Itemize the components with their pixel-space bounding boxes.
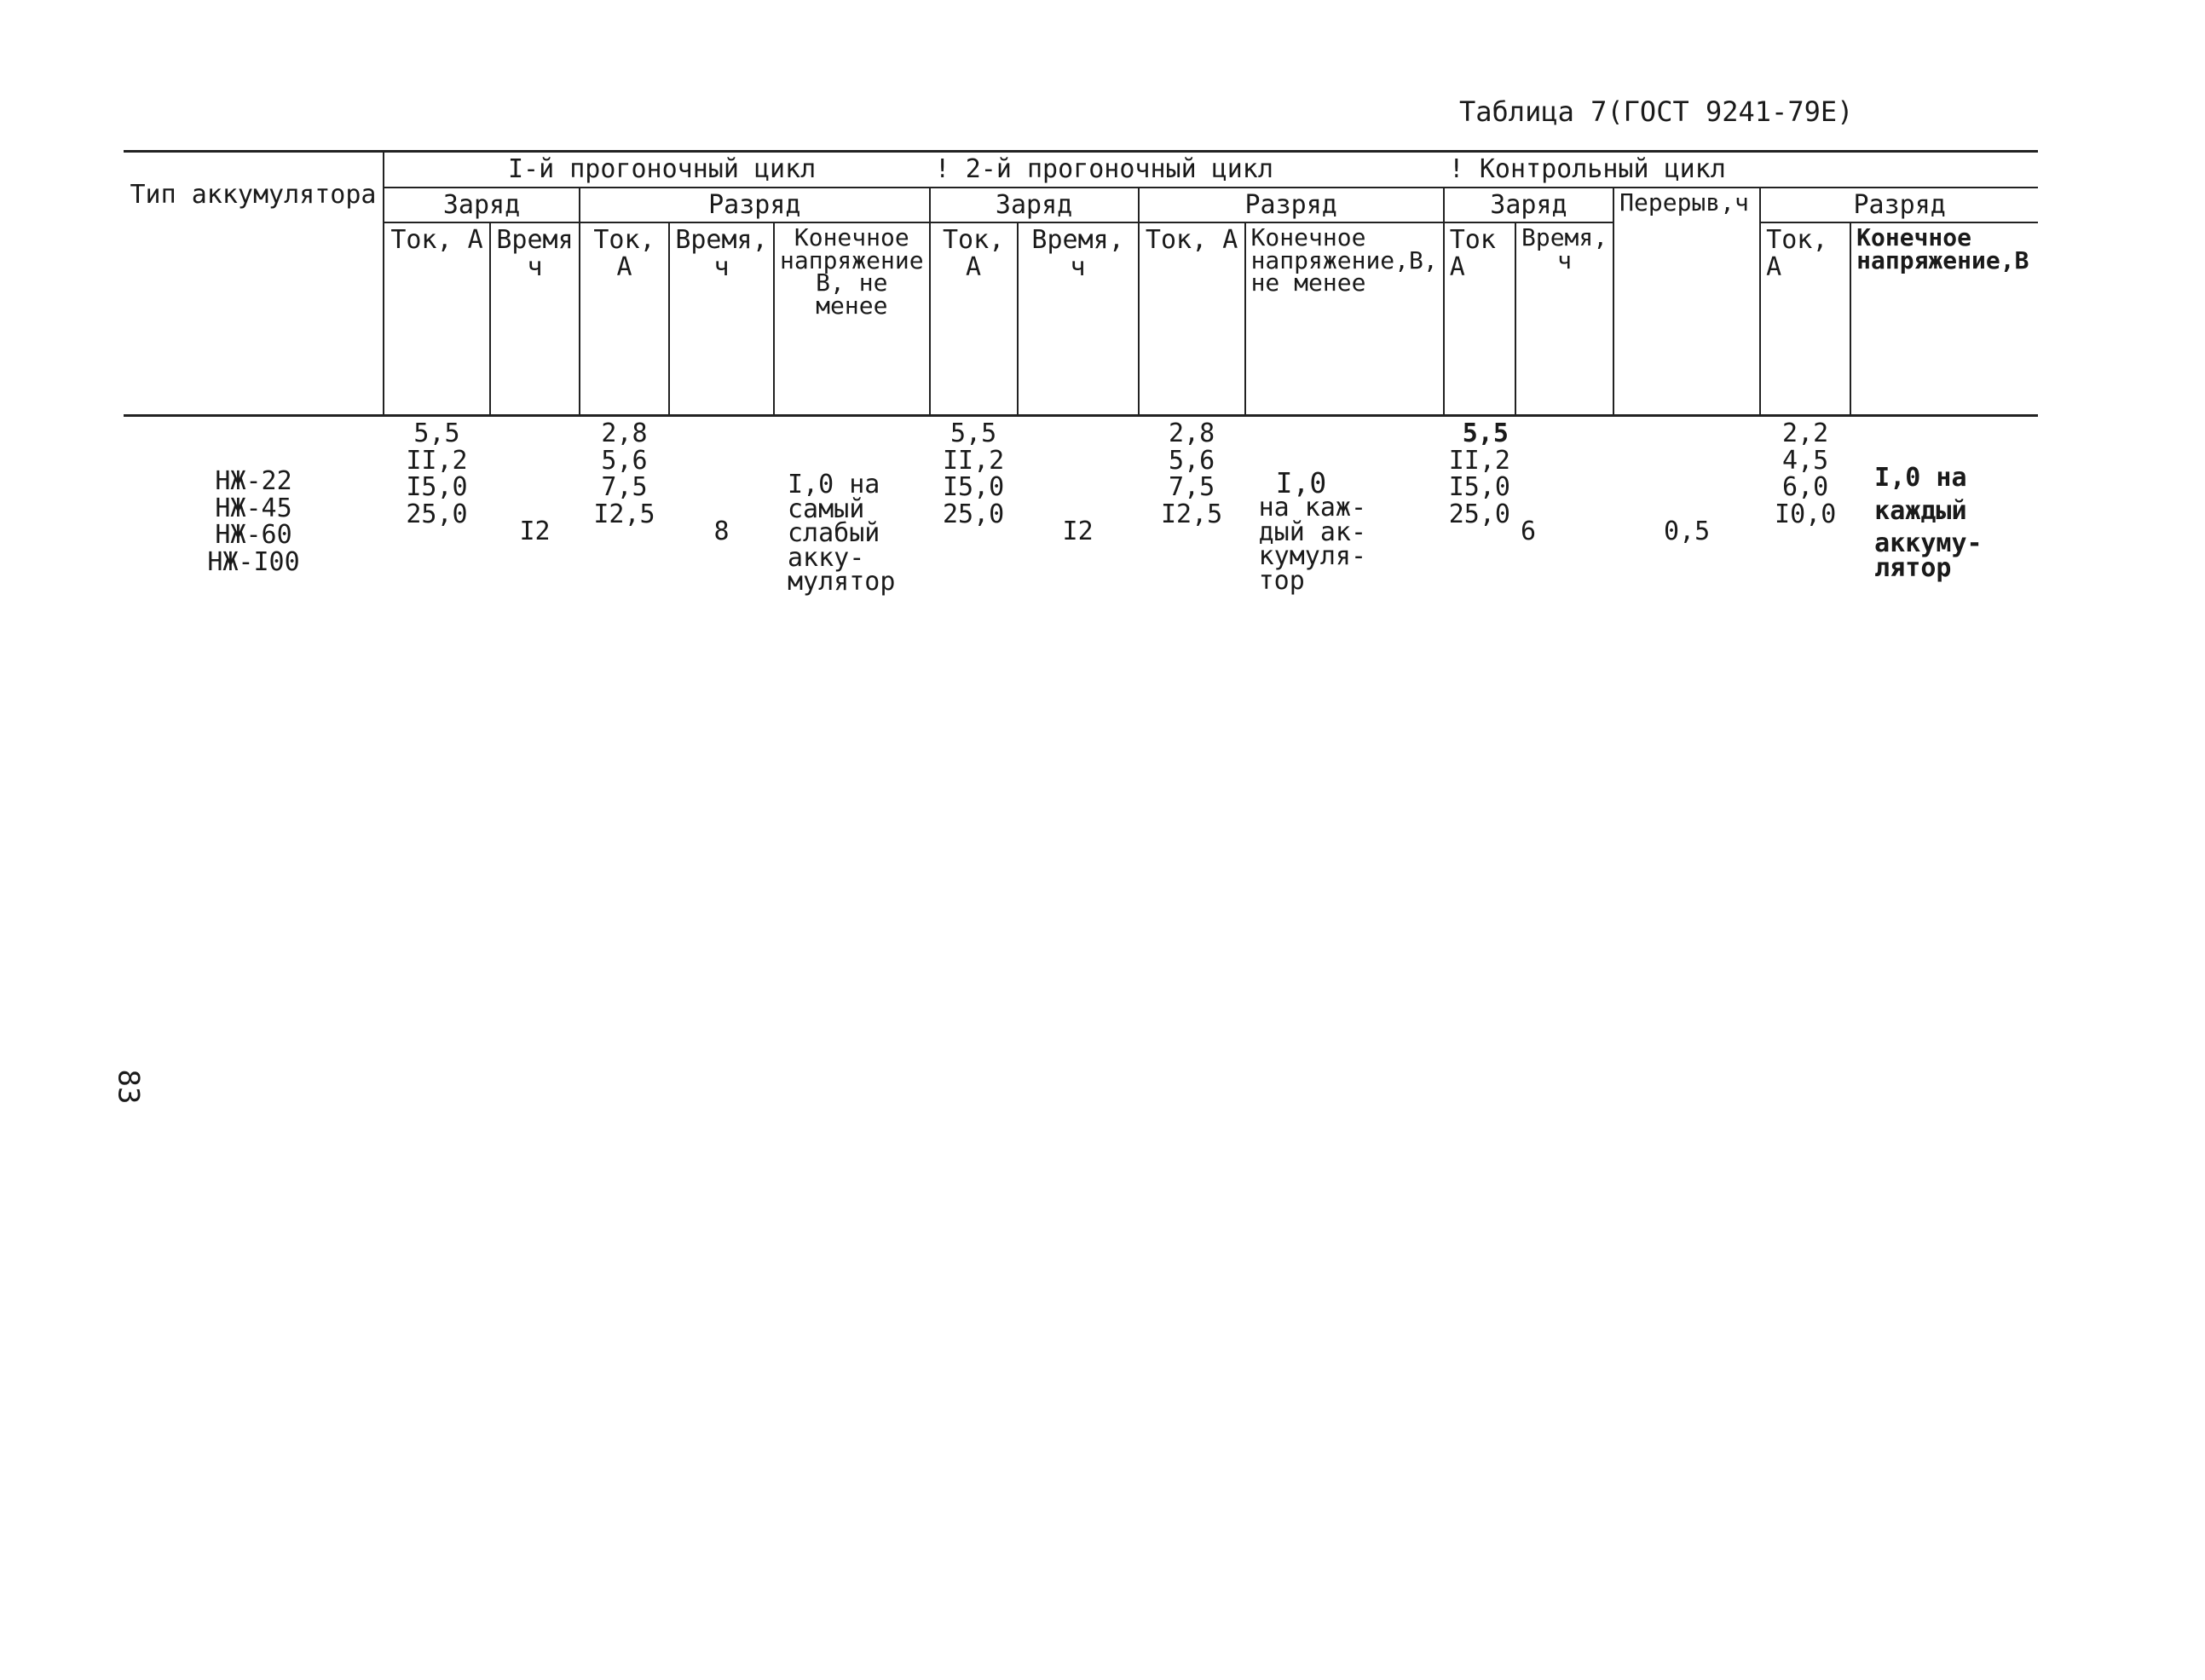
list-item: I2,5 <box>1160 499 1223 529</box>
note-line: I,0 на <box>788 470 880 499</box>
header-c3-discharge-current: Ток, А <box>1760 222 1850 416</box>
header-c1-final-voltage: Конечное напряжение В, не менее <box>774 222 930 416</box>
c2-discharge-current-list <box>1139 416 1245 598</box>
list-item: НЖ-45 <box>215 493 292 523</box>
page-number: 83 <box>111 1069 146 1105</box>
note-line: самый <box>788 494 865 524</box>
header-c1-charge: Заряд <box>384 188 580 223</box>
note-line: I,0 на <box>1874 463 1967 493</box>
note-line: на каж- <box>1258 493 1367 523</box>
list-item: 25,0 <box>1448 499 1510 529</box>
c2-charge-time: I2 <box>1062 516 1094 546</box>
header-c2-charge-current: Ток, А <box>930 222 1018 416</box>
list-item: II,2 <box>1448 445 1510 476</box>
header-cycle-3: ! Контрольный цикл <box>1444 152 2038 188</box>
list-item: НЖ-22 <box>215 466 292 496</box>
note-line: слабый <box>788 518 880 548</box>
header-c3-charge-current: Ток А <box>1444 222 1515 416</box>
list-item: 2,8 <box>601 419 648 448</box>
list-item: I5,0 <box>406 472 468 502</box>
note-line: аккуму- <box>1874 528 1983 558</box>
c3-pause: 0,5 <box>1664 516 1711 546</box>
note-line: тор <box>1258 565 1305 596</box>
c2-charge-current-list <box>930 416 1018 598</box>
header-c2-final-voltage: Конечное напряжение,В, не менее <box>1245 222 1444 416</box>
note-line: лятор <box>1874 552 1952 583</box>
table-caption: Таблица 7(ГОСТ 9241-79Е) <box>1459 95 1854 128</box>
c2-final-voltage-note <box>1245 416 1444 598</box>
list-item: 7,5 <box>601 472 648 502</box>
note-line: I,0 <box>1275 466 1327 499</box>
list-item: НЖ-I00 <box>207 546 300 577</box>
header-c3-final-voltage: Конечное напряжение,В <box>1850 222 2038 416</box>
note-line: кумуля- <box>1258 541 1367 572</box>
list-item: 5,5 <box>413 419 460 448</box>
header-cycle-2: ! 2-й прогоночный цикл <box>930 152 1444 188</box>
header-cycle-1: I-й прогоночный цикл <box>384 152 930 188</box>
c1-charge-time: I2 <box>519 516 551 546</box>
list-item: 5,6 <box>1168 445 1215 476</box>
header-c3-pause: Перерыв,ч <box>1613 188 1760 416</box>
c1-discharge-time: 8 <box>713 516 730 546</box>
list-item: I5,0 <box>942 472 1005 502</box>
note-line: мулятор <box>788 567 896 597</box>
header-c1-charge-current: Ток, А <box>384 222 490 416</box>
list-item: I0,0 <box>1775 499 1837 529</box>
list-item: 4,5 <box>1782 445 1829 476</box>
header-c1-discharge-time: Время, ч <box>669 222 774 416</box>
list-item: 2,2 <box>1782 419 1829 448</box>
c1-final-voltage-note <box>774 416 930 598</box>
header-c3-charge-time: Время, ч <box>1515 222 1613 416</box>
header-c1-discharge-current: Ток, А <box>580 222 669 416</box>
list-item: 7,5 <box>1168 472 1215 502</box>
header-c2-charge-time: Время, ч <box>1018 222 1139 416</box>
list-item: НЖ-60 <box>215 520 292 550</box>
c1-discharge-current-list <box>580 416 669 598</box>
list-item: II,2 <box>406 445 468 476</box>
note-line: акку- <box>788 542 865 573</box>
header-c3-charge: Заряд <box>1444 188 1613 223</box>
header-c2-discharge-current: Ток, А <box>1139 222 1245 416</box>
header-c1-discharge: Разряд <box>580 188 930 223</box>
header-c1-charge-time: Время ч <box>490 222 580 416</box>
list-item: I2,5 <box>593 499 655 529</box>
list-item: 25,0 <box>942 499 1005 529</box>
list-item: 5,5 <box>1462 419 1509 448</box>
note-line: каждый <box>1874 495 1967 526</box>
list-item: 5,5 <box>950 419 997 448</box>
header-c3-discharge: Разряд <box>1760 188 2038 223</box>
header-c2-charge: Заряд <box>930 188 1139 223</box>
battery-cycle-table <box>124 150 2038 598</box>
list-item: 25,0 <box>406 499 468 529</box>
header-battery-type: Тип аккумулятора <box>124 152 384 416</box>
list-item: II,2 <box>942 445 1005 476</box>
c3-discharge-current-list <box>1760 416 1850 598</box>
battery-type-list <box>124 416 384 598</box>
c3-charge-current-list <box>1444 416 1515 598</box>
note-line: дый ак- <box>1258 517 1367 547</box>
list-item: 6,0 <box>1782 472 1829 502</box>
list-item: I5,0 <box>1448 472 1510 502</box>
c1-charge-current-list <box>384 416 490 598</box>
header-c2-discharge: Разряд <box>1139 188 1444 223</box>
c3-final-voltage-note <box>1850 416 2038 598</box>
c3-charge-time: 6 <box>1520 516 1537 546</box>
list-item: 5,6 <box>601 445 648 476</box>
list-item: 2,8 <box>1168 419 1215 448</box>
